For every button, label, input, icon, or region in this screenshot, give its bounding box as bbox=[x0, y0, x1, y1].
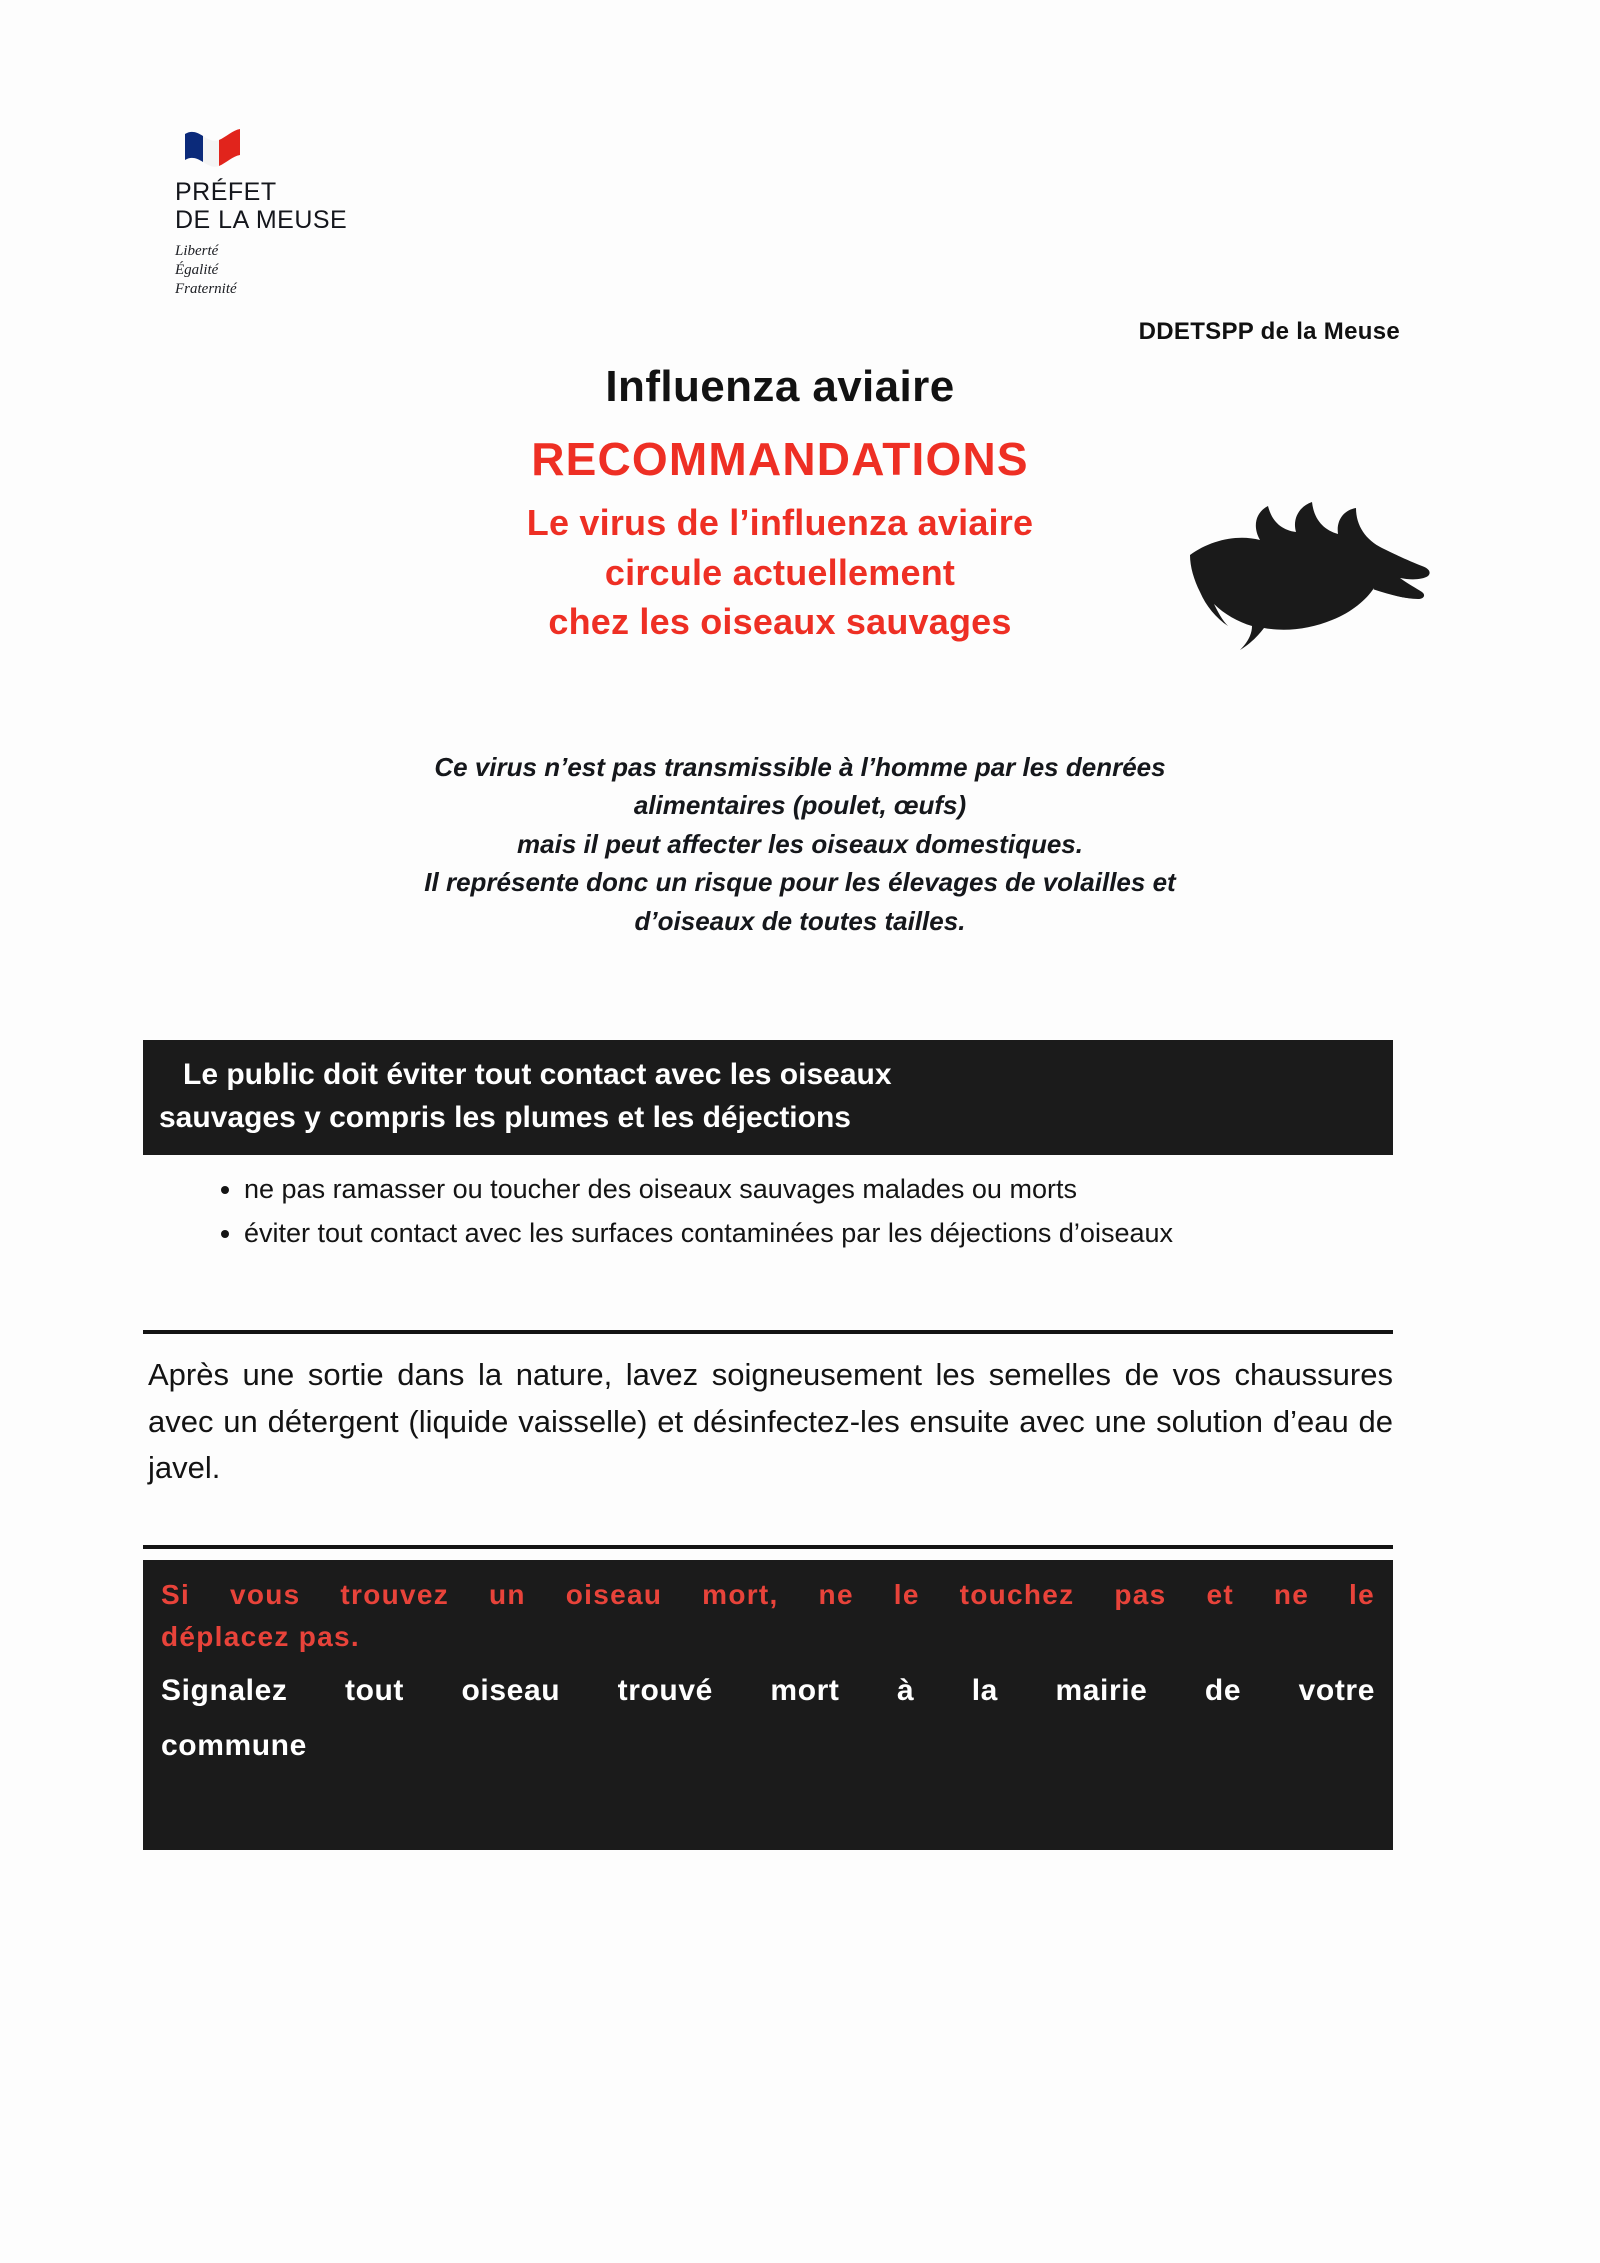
list-item: • éviter tout contact avec les surfaces contaminées par les déjections d’oiseaux bbox=[244, 1214, 1386, 1252]
report-line2: commune bbox=[161, 1729, 307, 1762]
divider-top bbox=[143, 1330, 1393, 1334]
prefecture-logo-block bbox=[175, 128, 435, 300]
public-warning-line2: sauvages y compris les plumes et les déjections bbox=[159, 1100, 851, 1134]
devise-block bbox=[175, 242, 435, 300]
devise-liberte: Liberté bbox=[175, 243, 219, 259]
public-warning-line1: Le public doit éviter tout contact avec les oiseaux bbox=[183, 1058, 892, 1091]
dead-bird-banner bbox=[143, 1560, 1393, 1850]
intro-line-2: alimentaires (poulet, œufs) bbox=[633, 790, 967, 821]
recommendations-heading: RECOMMANDATIONS bbox=[531, 433, 1029, 485]
flying-duck-icon bbox=[1160, 500, 1440, 685]
public-warning-banner bbox=[143, 1040, 1393, 1155]
red-subtitle-line3: chez les oiseaux sauvages bbox=[548, 601, 1012, 643]
prefet-title-line1: PRÉFET bbox=[175, 178, 277, 206]
dead-bird-red-line1: Si vous trouvez un oiseau mort, ne le touchez pas et ne le bbox=[161, 1579, 1375, 1610]
page-title: Influenza aviaire bbox=[605, 362, 955, 411]
dead-bird-red-line2: déplacez pas. bbox=[161, 1621, 360, 1652]
french-flag-icon bbox=[183, 128, 249, 172]
red-subtitle-line1: Le virus de l’influenza aviaire bbox=[526, 502, 1034, 543]
intro-paragraph bbox=[200, 748, 1400, 940]
list-item: • ne pas ramasser ou toucher des oiseaux sauvages malades ou morts bbox=[244, 1170, 1386, 1208]
intro-line-1: Ce virus n’est pas transmissible à l’homme par les denrées bbox=[434, 752, 1166, 782]
recommendation-list bbox=[186, 1170, 1386, 1259]
divider-bottom bbox=[143, 1545, 1393, 1549]
report-line1: Signalez tout oiseau trouvé mort à la mairie de votre bbox=[161, 1674, 1375, 1707]
intro-line-4: Il représente donc un risque pour les élevages de volailles et bbox=[424, 867, 1176, 898]
shoe-cleaning-paragraph: Après une sortie dans la nature, lavez soigneusement les semelles de vos chaussures avec un détergent (liquide vaisselle) et désinfectez-les ensuite avec une solution d’eau de javel. bbox=[148, 1357, 1393, 1485]
devise-fraternite: Fraternité bbox=[175, 281, 237, 298]
intro-line-5: d’oiseaux de toutes tailles. bbox=[634, 905, 966, 936]
red-subtitle-line2: circule actuellement bbox=[604, 551, 956, 593]
service-name: DDETSPP de la Meuse bbox=[1138, 318, 1400, 345]
intro-line-3: mais il peut affecter les oiseaux domestiques. bbox=[517, 828, 1083, 859]
devise-egalite: Égalité bbox=[175, 262, 219, 279]
prefet-title-line2: DE LA MEUSE bbox=[175, 206, 348, 234]
